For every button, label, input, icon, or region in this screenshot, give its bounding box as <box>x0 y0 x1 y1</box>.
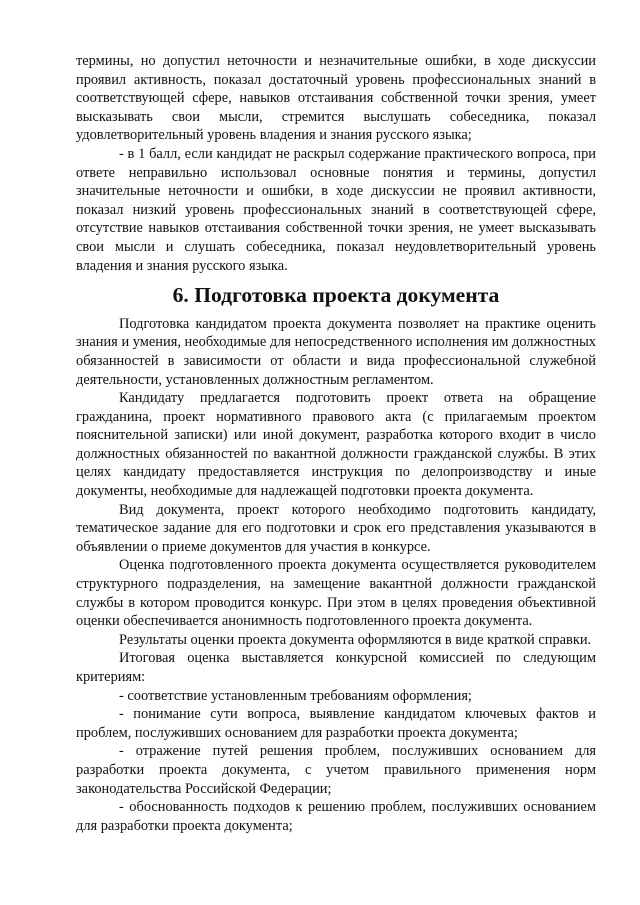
paragraph-task: Кандидату предлагается подготовить проект ответа на обращение гражданина, проект нормативного правового акта (с прилагаемым проектом пояснительной записки) или иной документ, разработка которого входит в число должностных обязанностей по вакантной должности гражданской службы. В этих целях кандидату предоставляется инструкция по делопроизводству и иные документы, необходимые для надлежащей подготовки проекта документа. <box>76 390 596 500</box>
criteria-item-formatting: - соответствие установленным требованиям оформления; <box>119 687 472 704</box>
criteria-item-understanding: - понимание сути вопроса, выявление кандидатом ключевых фактов и проблем, послуживших основанием для разработки проекта документа; <box>76 706 596 741</box>
paragraph-purpose: Подготовка кандидатом проекта документа позволяет на практике оценить знания и умения, необходимые для непосредственного исполнения им должностных обязанностей в зависимости от области и вида профессиональной служебной деятельности, установленных должностным регламентом. <box>76 315 596 388</box>
section-heading: 6. Подготовка проекта документа <box>172 283 500 308</box>
criteria-item-justification: - обоснованность подходов к решению проблем, послуживших основанием для разработки проекта документа; <box>76 799 596 834</box>
paragraph-evaluation: Оценка подготовленного проекта документа осуществляется руководителем структурного подразделения, на замещение вакантной должности гражданской службы в котором проводится конкурс. При этом в целях проведения объективной оценки обеспечивается анонимность подготовленного проекта документа. <box>76 557 596 630</box>
document-page <box>76 52 596 835</box>
criteria-item-solutions: - отражение путей решения проблем, послуживших основанием для разработки проекта документа, с учетом правильного применения норм законодательства Российской Федерации; <box>76 743 596 797</box>
paragraph-document-type: Вид документа, проект которого необходимо подготовить кандидату, тематическое задание для его подготовки и срок его представления указываются в объявлении о приеме документов для участия в конкурсе. <box>76 501 596 555</box>
paragraph-results: Результаты оценки проекта документа оформляются в виде краткой справки. <box>119 631 592 648</box>
paragraph-score-1: - в 1 балл, если кандидат не раскрыл содержание практического вопроса, при ответе неправильно использовал основные понятия и термины, допустил значительные неточности и ошибки, в ходе дискуссии не проявил активности, показал низкий уровень профессиональных знаний в соответствующей сфере, отсутствие навыков отстаивания собственной точки зрения, не умеет высказывать свои мысли и слушать собеседника, показал неудовлетворительный уровень владения и знания русского языка. <box>76 145 596 274</box>
paragraph-criteria-intro: Итоговая оценка выставляется конкурсной комиссией по следующим критериям: <box>76 650 596 685</box>
paragraph-continuation: термины, но допустил неточности и незначительные ошибки, в ходе дискуссии проявил активность, показал достаточный уровень профессиональных знаний в соответствующей сфере, навыков отстаивания собственной точки зрения, умеет высказывать свои мысли, стремится выслушать собеседника, показал удовлетворительный уровень владения и знания русского языка; <box>76 53 596 144</box>
